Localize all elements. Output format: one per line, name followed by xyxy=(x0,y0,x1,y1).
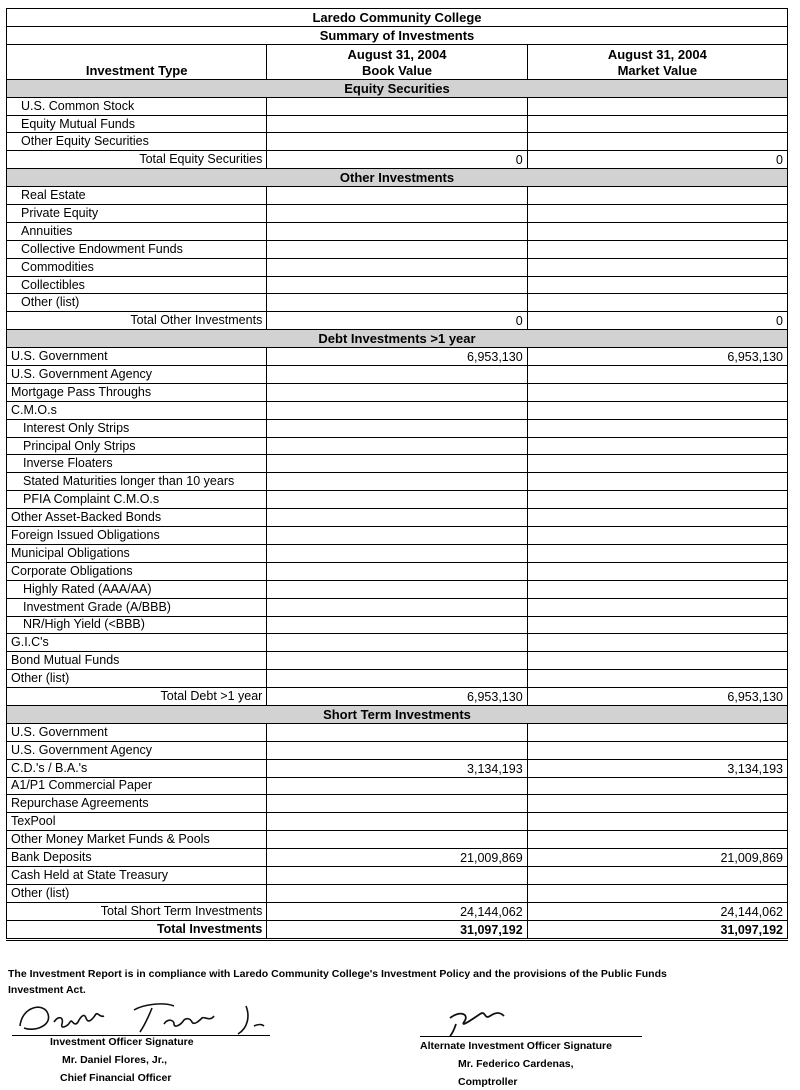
investment-type-cell: Equity Mutual Funds xyxy=(7,115,267,133)
book-value-cell xyxy=(267,509,527,527)
subtitle-row xyxy=(7,26,788,44)
compliance-statement: The Investment Report is in compliance with Laredo Community College's Investment Policy and the provisions of the Public Funds Investment Act. xyxy=(8,968,667,996)
market-value-cell xyxy=(527,634,787,652)
table-row xyxy=(7,795,788,813)
investment-type-cell: TexPool xyxy=(7,813,267,831)
book-value-cell xyxy=(267,795,527,813)
investment-type-cell: G.I.C's xyxy=(7,634,267,652)
section-header-row xyxy=(7,705,788,723)
total-market-value: 0 xyxy=(527,151,787,169)
investment-type-cell: U.S. Government xyxy=(7,723,267,741)
book-value-cell xyxy=(267,652,527,670)
column-header-row xyxy=(7,44,788,79)
table-row xyxy=(7,222,788,240)
investment-type-cell: Stated Maturities longer than 10 years xyxy=(7,473,267,491)
book-value-cell xyxy=(267,383,527,401)
section-total-row xyxy=(7,312,788,330)
investment-type-cell: Corporate Obligations xyxy=(7,562,267,580)
report-title: Summary of Investments xyxy=(7,26,788,44)
market-value-cell: 3,134,193 xyxy=(527,759,787,777)
col-market-label: Market Value xyxy=(617,62,698,78)
investment-type-cell: C.M.O.s xyxy=(7,401,267,419)
total-book-value: 24,144,062 xyxy=(267,902,527,920)
book-value-cell xyxy=(267,437,527,455)
book-value-cell xyxy=(267,831,527,849)
right-signer-title: Comptroller xyxy=(458,1076,518,1088)
market-value-cell xyxy=(527,187,787,205)
market-value-cell xyxy=(527,580,787,598)
total-book-value: 6,953,130 xyxy=(267,688,527,706)
market-value-cell xyxy=(527,240,787,258)
book-value-cell xyxy=(267,419,527,437)
market-value-cell xyxy=(527,866,787,884)
total-book-value: 0 xyxy=(267,312,527,330)
table-row xyxy=(7,562,788,580)
market-value-cell xyxy=(527,831,787,849)
book-value-cell xyxy=(267,455,527,473)
market-value-cell xyxy=(527,133,787,151)
total-book-value: 0 xyxy=(267,151,527,169)
investment-type-cell: Bond Mutual Funds xyxy=(7,652,267,670)
investment-type-cell: C.D.'s / B.A.'s xyxy=(7,759,267,777)
market-value-cell xyxy=(527,616,787,634)
grand-total-market-value: 31,097,192 xyxy=(527,920,787,939)
total-label: Total Debt >1 year xyxy=(7,688,267,706)
book-value-cell: 6,953,130 xyxy=(267,348,527,366)
section-header-row xyxy=(7,330,788,348)
book-value-cell xyxy=(267,598,527,616)
book-value-cell xyxy=(267,616,527,634)
section-total-row xyxy=(7,151,788,169)
right-signer-name: Mr. Federico Cardenas, xyxy=(458,1058,574,1070)
investment-type-cell: Other (list) xyxy=(7,670,267,688)
market-value-cell xyxy=(527,473,787,491)
market-value-cell xyxy=(527,562,787,580)
investment-type-cell: Interest Only Strips xyxy=(7,419,267,437)
section-total-row xyxy=(7,902,788,920)
market-value-cell xyxy=(527,544,787,562)
market-value-cell xyxy=(527,670,787,688)
market-value-cell xyxy=(527,383,787,401)
grand-total-book-value: 31,097,192 xyxy=(267,920,527,939)
college-name: Laredo Community College xyxy=(7,9,788,27)
investment-type-cell: Collective Endowment Funds xyxy=(7,240,267,258)
signature-daniel-flores xyxy=(14,996,284,1036)
book-value-cell xyxy=(267,222,527,240)
market-value-cell: 6,953,130 xyxy=(527,348,787,366)
market-value-cell: 21,009,869 xyxy=(527,849,787,867)
table-row xyxy=(7,115,788,133)
book-value-cell: 3,134,193 xyxy=(267,759,527,777)
book-value-cell xyxy=(267,473,527,491)
book-value-cell xyxy=(267,777,527,795)
market-value-cell xyxy=(527,652,787,670)
right-signature-line xyxy=(420,1036,642,1037)
investment-type-cell: Highly Rated (AAA/AA) xyxy=(7,580,267,598)
book-value-cell xyxy=(267,580,527,598)
book-value-cell xyxy=(267,401,527,419)
section-title: Equity Securities xyxy=(7,79,788,97)
market-value-cell xyxy=(527,419,787,437)
investment-type-cell: Inverse Floaters xyxy=(7,455,267,473)
grand-total-label: Total Investments xyxy=(7,920,267,939)
investment-type-cell: Mortgage Pass Throughs xyxy=(7,383,267,401)
book-value-cell xyxy=(267,187,527,205)
book-value-cell xyxy=(267,884,527,902)
table-row xyxy=(7,401,788,419)
table-row xyxy=(7,133,788,151)
total-market-value: 0 xyxy=(527,312,787,330)
investment-type-cell: U.S. Government xyxy=(7,348,267,366)
investment-type-cell: Annuities xyxy=(7,222,267,240)
col-book-date: August 31, 2004 xyxy=(347,46,447,62)
table-row xyxy=(7,759,788,777)
table-row xyxy=(7,187,788,205)
section-header-row xyxy=(7,169,788,187)
investment-type-cell: Commodities xyxy=(7,258,267,276)
investment-type-cell: U.S. Government Agency xyxy=(7,366,267,384)
investment-type-cell: Investment Grade (A/BBB) xyxy=(7,598,267,616)
book-value-cell xyxy=(267,866,527,884)
market-value-cell xyxy=(527,294,787,312)
total-label: Total Other Investments xyxy=(7,312,267,330)
market-value-cell xyxy=(527,598,787,616)
table-row xyxy=(7,240,788,258)
table-row xyxy=(7,366,788,384)
signature-federico-cardenas xyxy=(440,996,640,1038)
market-value-cell xyxy=(527,527,787,545)
book-value-cell xyxy=(267,491,527,509)
market-value-cell xyxy=(527,401,787,419)
investment-type-cell: Municipal Obligations xyxy=(7,544,267,562)
market-value-cell xyxy=(527,741,787,759)
table-row xyxy=(7,598,788,616)
book-value-cell xyxy=(267,276,527,294)
table-row xyxy=(7,455,788,473)
book-value-cell xyxy=(267,258,527,276)
table-row xyxy=(7,294,788,312)
book-value-cell xyxy=(267,634,527,652)
investment-type-cell: Other Equity Securities xyxy=(7,133,267,151)
table-row xyxy=(7,616,788,634)
market-value-cell xyxy=(527,366,787,384)
table-row xyxy=(7,723,788,741)
book-value-cell xyxy=(267,366,527,384)
table-row xyxy=(7,580,788,598)
table-row xyxy=(7,491,788,509)
left-signer-title: Chief Financial Officer xyxy=(60,1072,172,1084)
market-value-cell xyxy=(527,795,787,813)
book-value-cell xyxy=(267,741,527,759)
table-row xyxy=(7,634,788,652)
market-value-cell xyxy=(527,491,787,509)
book-value-cell xyxy=(267,294,527,312)
market-value-cell xyxy=(527,205,787,223)
col-book-label: Book Value xyxy=(361,62,433,78)
table-row xyxy=(7,276,788,294)
investment-type-cell: U.S. Government Agency xyxy=(7,741,267,759)
section-total-row xyxy=(7,688,788,706)
investment-type-cell: Repurchase Agreements xyxy=(7,795,267,813)
market-value-cell xyxy=(527,813,787,831)
book-value-cell xyxy=(267,544,527,562)
right-signature-caption: Alternate Investment Officer Signature xyxy=(420,1040,612,1052)
market-value-cell xyxy=(527,222,787,240)
book-value-cell xyxy=(267,240,527,258)
table-row xyxy=(7,831,788,849)
book-value-cell xyxy=(267,115,527,133)
book-value-cell xyxy=(267,670,527,688)
book-value-cell xyxy=(267,562,527,580)
investment-type-cell: Other Money Market Funds & Pools xyxy=(7,831,267,849)
book-value-cell xyxy=(267,527,527,545)
left-signature-caption: Investment Officer Signature xyxy=(50,1036,194,1048)
book-value-cell xyxy=(267,205,527,223)
investment-type-cell: Cash Held at State Treasury xyxy=(7,866,267,884)
market-value-cell xyxy=(527,723,787,741)
table-row xyxy=(7,544,788,562)
table-row xyxy=(7,437,788,455)
col-book-value xyxy=(267,44,527,79)
market-value-cell xyxy=(527,884,787,902)
market-value-cell xyxy=(527,509,787,527)
investment-type-cell: Real Estate xyxy=(7,187,267,205)
table-row xyxy=(7,419,788,437)
table-row xyxy=(7,509,788,527)
table-row xyxy=(7,258,788,276)
total-market-value: 24,144,062 xyxy=(527,902,787,920)
section-title: Debt Investments >1 year xyxy=(7,330,788,348)
investment-type-cell: A1/P1 Commercial Paper xyxy=(7,777,267,795)
col-investment-type: Investment Type xyxy=(7,44,267,79)
investment-summary-table xyxy=(6,8,788,941)
total-label: Total Equity Securities xyxy=(7,151,267,169)
investment-type-cell: Other Asset-Backed Bonds xyxy=(7,509,267,527)
table-row xyxy=(7,866,788,884)
investment-type-cell: Other (list) xyxy=(7,884,267,902)
grand-total-row xyxy=(7,920,788,939)
book-value-cell xyxy=(267,97,527,115)
table-row xyxy=(7,884,788,902)
market-value-cell xyxy=(527,455,787,473)
investment-type-cell: Foreign Issued Obligations xyxy=(7,527,267,545)
book-value-cell: 21,009,869 xyxy=(267,849,527,867)
investment-type-cell: PFIA Complaint C.M.O.s xyxy=(7,491,267,509)
table-row xyxy=(7,348,788,366)
table-row xyxy=(7,473,788,491)
market-value-cell xyxy=(527,777,787,795)
investment-type-cell: NR/High Yield (<BBB) xyxy=(7,616,267,634)
left-signer-name: Mr. Daniel Flores, Jr., xyxy=(62,1054,168,1066)
market-value-cell xyxy=(527,276,787,294)
market-value-cell xyxy=(527,258,787,276)
investment-type-cell: Other (list) xyxy=(7,294,267,312)
market-value-cell xyxy=(527,115,787,133)
college-row xyxy=(7,9,788,27)
table-row xyxy=(7,670,788,688)
table-row xyxy=(7,849,788,867)
table-row xyxy=(7,527,788,545)
table-row xyxy=(7,813,788,831)
investment-type-cell: Principal Only Strips xyxy=(7,437,267,455)
section-header-row xyxy=(7,79,788,97)
book-value-cell xyxy=(267,133,527,151)
section-title: Other Investments xyxy=(7,169,788,187)
table-row xyxy=(7,777,788,795)
table-row xyxy=(7,741,788,759)
col-market-date: August 31, 2004 xyxy=(607,46,707,62)
book-value-cell xyxy=(267,813,527,831)
investment-type-cell: Bank Deposits xyxy=(7,849,267,867)
table-row xyxy=(7,205,788,223)
book-value-cell xyxy=(267,723,527,741)
total-market-value: 6,953,130 xyxy=(527,688,787,706)
table-row xyxy=(7,97,788,115)
investment-type-cell: Collectibles xyxy=(7,276,267,294)
investment-type-cell: Private Equity xyxy=(7,205,267,223)
market-value-cell xyxy=(527,97,787,115)
investment-type-cell: U.S. Common Stock xyxy=(7,97,267,115)
table-row xyxy=(7,383,788,401)
col-market-value xyxy=(527,44,787,79)
total-label: Total Short Term Investments xyxy=(7,902,267,920)
table-row xyxy=(7,652,788,670)
section-title: Short Term Investments xyxy=(7,705,788,723)
market-value-cell xyxy=(527,437,787,455)
